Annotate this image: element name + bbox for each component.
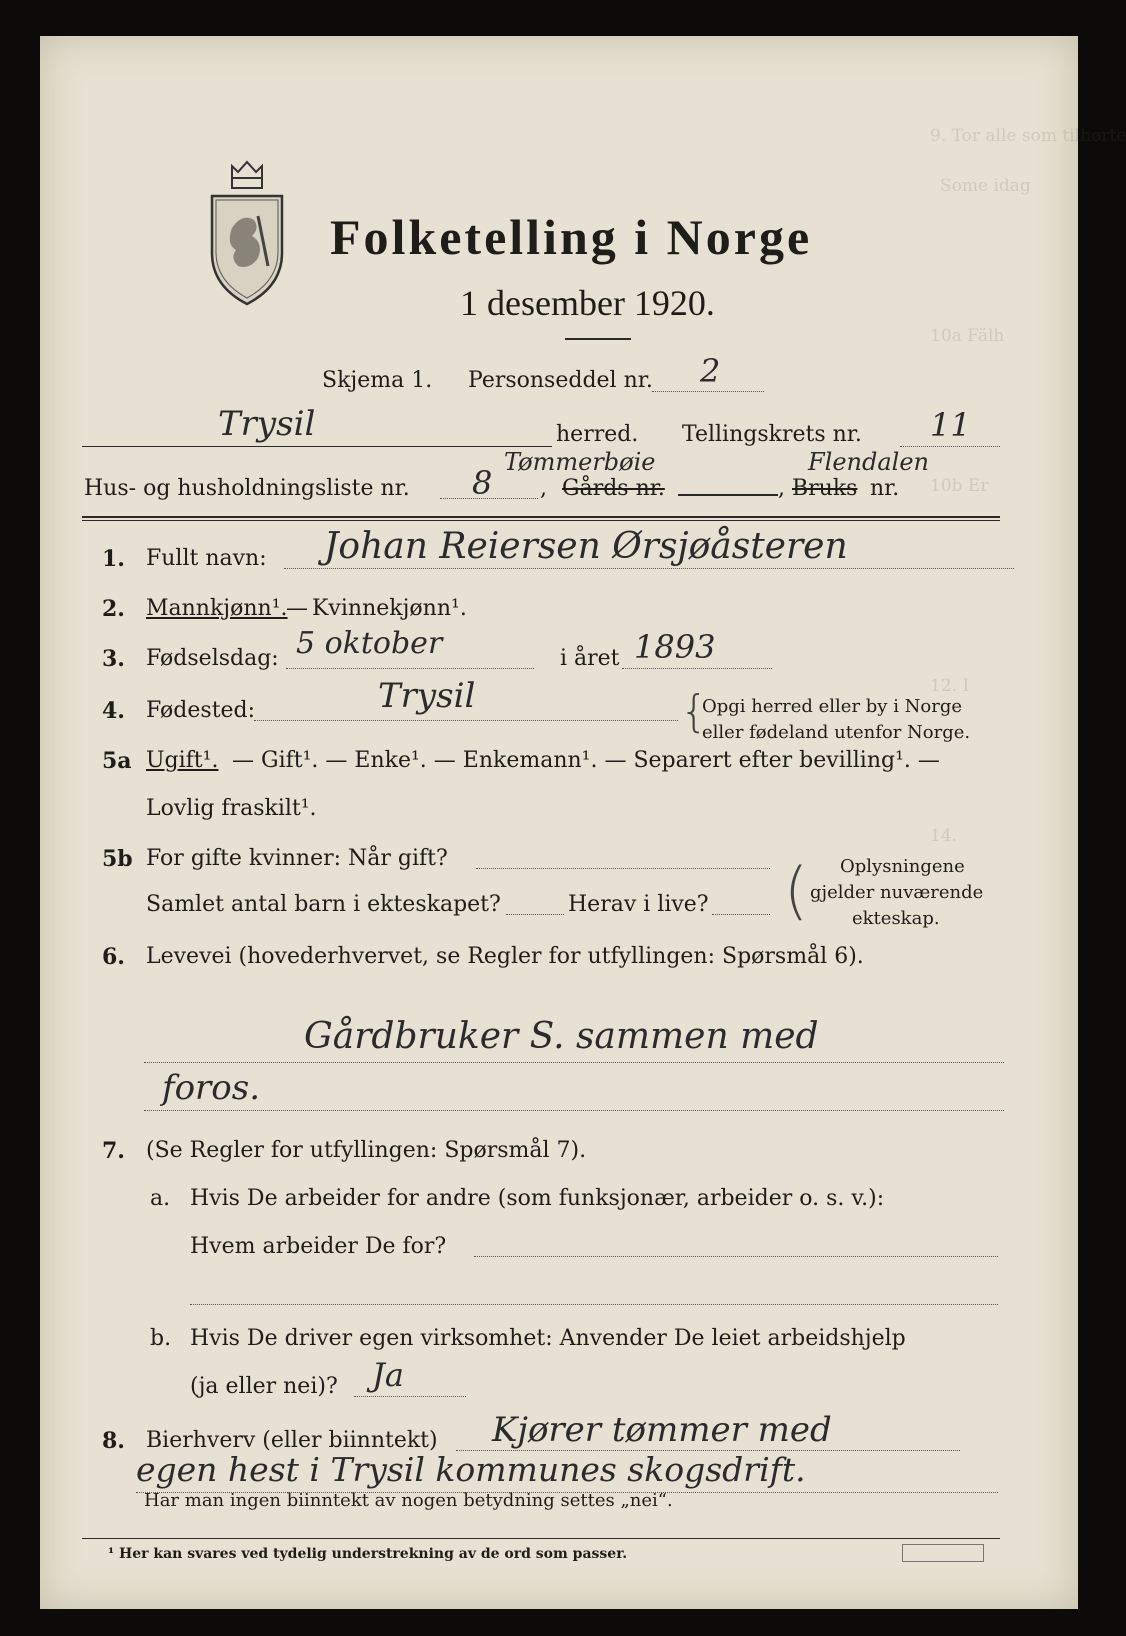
ugift-option: Ugift¹. (146, 748, 219, 773)
personseddel-line (652, 391, 764, 392)
q5b-children-total: Samlet antal barn i ekteskapet? (146, 892, 501, 917)
bruks-label: Bruks (792, 476, 858, 501)
brace: { (680, 686, 708, 737)
bleed-through-text: 10a Fälh (930, 326, 1005, 346)
birth-date: 5 oktober (296, 626, 443, 661)
footnote: ¹ Her kan svares ved tydelig understrekning av de ord som passer. (108, 1546, 628, 1562)
q5b-note-1: Oplysningene (840, 856, 965, 877)
q6-line-2 (144, 1110, 1004, 1111)
q7a-line-2 (190, 1304, 998, 1305)
herred-line (82, 446, 552, 447)
gards-strike-line (678, 494, 778, 496)
schema-label: Skjema 1. (322, 368, 433, 393)
q1-label: Fullt navn: (146, 546, 267, 571)
q5b-number: 5b (102, 846, 133, 872)
q6-label: Levevei (hovederhvervet, se Regler for utfyllingen: Spørsmål 6). (146, 944, 864, 969)
q7b-line (354, 1396, 466, 1397)
personseddel-label: Personseddel nr. (468, 368, 653, 393)
herred-name: Trysil (218, 404, 316, 444)
kvinnekjonn-option: Kvinnekjønn¹. (312, 596, 467, 621)
full-name: Johan Reiersen Ørsjøåsteren (324, 526, 848, 567)
footnote-divider (82, 1538, 1000, 1539)
q7b-text: Hvis De driver egen virksomhet: Anvender De leiet arbeidshjelp (190, 1326, 906, 1351)
occupation-line-2: foros. (162, 1068, 261, 1108)
comma: , (540, 476, 547, 501)
q4-line (254, 720, 678, 721)
q7a-line-1 (474, 1256, 998, 1257)
birth-place: Trysil (378, 676, 476, 716)
comma: , (778, 476, 785, 501)
bruks-value: Flendalen (808, 448, 929, 476)
q2-number: 2. (102, 596, 125, 622)
tellingskrets-number: 11 (930, 406, 971, 444)
q7b-letter: b. (150, 1326, 172, 1351)
q7-label: (Se Regler for utfyllingen: Spørsmål 7). (146, 1138, 587, 1163)
form-title: Folketelling i Norge (330, 209, 813, 265)
q5b-note-2: gjelder nuværende (810, 882, 984, 903)
q7b-question: (ja eller nei)? (190, 1374, 338, 1399)
civil-status-options: — Gift¹. — Enke¹. — Enkemann¹. — Separert efter bevilling¹. — (232, 748, 940, 773)
q3-label: Fødselsdag: (146, 646, 279, 671)
husholdningsliste-number: 8 (472, 464, 493, 502)
q3-line (286, 668, 534, 669)
bleed-through-text: 10b Er (930, 476, 989, 496)
bleed-through-text: 12. I (930, 676, 970, 696)
year-line (622, 668, 772, 669)
printer-stamp (902, 1544, 984, 1562)
q4-note-1: Opgi herred eller by i Norge (702, 696, 963, 717)
gards-value: Tømmerbøie (504, 448, 656, 476)
birth-year: 1893 (634, 628, 716, 666)
brace: ( (784, 854, 809, 927)
q7a-letter: a. (150, 1186, 171, 1211)
census-date: 1 desember 1920. (460, 283, 715, 323)
q5b-line-2 (506, 914, 564, 915)
q7a-text: Hvis De arbeider for andre (som funksjonær, arbeider o. s. v.): (190, 1186, 885, 1211)
q5b-note-3: ekteskap. (852, 908, 940, 929)
q4-label: Fødested: (146, 698, 256, 723)
census-form-page (40, 36, 1126, 1609)
q7a-question: Hvem arbeider De for? (190, 1234, 447, 1259)
mannkjonn-option: Mannkjønn¹. (146, 596, 288, 621)
gards-label: Gårds nr. (562, 476, 665, 501)
q4-number: 4. (102, 698, 125, 724)
dash: — (286, 596, 308, 621)
q6-line-1 (144, 1062, 1004, 1063)
q5b-line-1 (476, 868, 770, 869)
section-divider (82, 516, 1000, 518)
bleed-through-text: 14. (930, 826, 958, 846)
title-divider (565, 338, 631, 340)
personseddel-number: 2 (700, 352, 721, 390)
q5b-married-when: For gifte kvinner: Når gift? (146, 846, 448, 871)
q3-number: 3. (102, 646, 125, 672)
secondary-income-line-1: Kjører tømmer med (492, 1410, 832, 1450)
husholdningsliste-label: Hus- og husholdningsliste nr. (84, 476, 410, 501)
q7-number: 7. (102, 1138, 125, 1164)
secondary-income-line-2: egen hest i Trysil kommunes skogsdrift. (136, 1450, 806, 1489)
q1-line (284, 568, 1014, 569)
q8-number: 8. (102, 1428, 125, 1454)
year-label: i året (560, 646, 620, 671)
q8-label: Bierhverv (eller biinntekt) (146, 1428, 438, 1453)
q4-note-2: eller fødeland utenfor Norge. (702, 722, 971, 743)
lovlig-fraskilt-option: Lovlig fraskilt¹. (146, 796, 317, 821)
bleed-through-text: 9. Tor alle som tilhørte (930, 126, 1126, 146)
herred-label: herred. (556, 422, 639, 447)
bruks-nr-label: nr. (870, 476, 900, 501)
q5b-children-alive: Herav i live? (568, 892, 709, 917)
q8-note: Har man ingen biinntekt av nogen betydning settes „nei“. (144, 1490, 673, 1511)
bleed-through-text: Some idag (940, 176, 1031, 196)
q1-number: 1. (102, 546, 125, 572)
occupation-line-1: Gårdbruker S. sammen med (304, 1016, 819, 1057)
q5a-number: 5a (102, 748, 132, 774)
tellingskrets-label: Tellingskrets nr. (682, 422, 862, 447)
tellingskrets-line (900, 446, 1000, 447)
q7b-answer: Ja (372, 1356, 404, 1394)
q6-number: 6. (102, 944, 125, 970)
norwegian-coat-of-arms-icon (202, 158, 292, 308)
section-divider-thin (82, 520, 1000, 521)
q5b-line-3 (712, 914, 770, 915)
